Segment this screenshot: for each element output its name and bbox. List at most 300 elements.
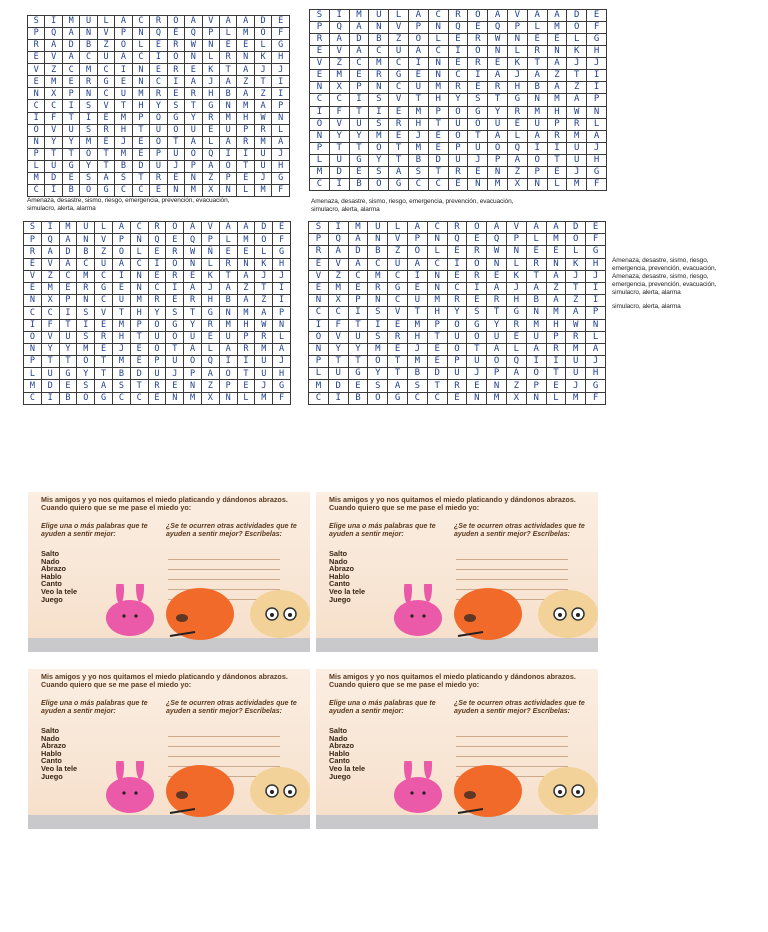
grid-cell: S [80,124,97,136]
grid-cell: T [388,356,408,368]
grid-cell: E [546,380,566,392]
grid-cell: S [77,307,95,319]
grid-cell: Ñ [201,246,219,258]
grid-row [309,343,606,355]
letter-grid [309,9,607,191]
grid-cell: A [526,222,546,234]
grid-cell: N [185,172,202,184]
grid-cell: Q [447,234,467,246]
grid-cell: H [272,52,290,64]
grid-cell: S [368,331,388,343]
cream-character [538,590,598,638]
grid-cell: R [77,282,95,294]
grid-cell: Q [184,234,202,246]
grid-cell: N [24,295,42,307]
grid-cell: S [80,172,97,184]
grid-cell: M [255,343,273,355]
grid-cell: A [272,136,290,148]
grid-cell: M [349,10,369,22]
option-word: Salto [329,549,348,558]
grid-cell: X [507,178,527,190]
grid-cell: C [368,258,388,270]
grid-cell: Z [45,64,62,76]
grid-cell: N [488,46,508,58]
grid-cell: I [526,356,546,368]
grid-cell: I [407,270,427,282]
left-question: Elige una o más palabras que te ayuden a sentir mejor: [329,523,436,539]
grid-cell: C [112,392,130,404]
grid-cell: O [447,343,467,355]
grid-cell: O [468,10,488,22]
option-word: Canto [329,756,350,766]
grid-cell: X [45,88,62,100]
grid-cell: T [219,64,236,76]
grid-cell: P [184,368,202,380]
grid-cell: M [369,58,389,70]
grid-row [28,160,290,172]
grid-cell: R [309,246,329,258]
grid-cell: U [368,222,388,234]
grid-cell: Ñ [527,178,547,190]
grid-row [24,319,291,331]
grid-cell: T [468,130,488,142]
grid-cell: O [448,106,468,118]
grid-cell: K [567,46,587,58]
grid-cell: U [328,368,348,380]
grid-cell: A [407,258,427,270]
grid-cell: P [202,28,219,40]
grid-cell: F [587,178,607,190]
grid-cell: M [546,307,566,319]
grid-cell: N [368,295,388,307]
grid-cell: T [132,172,149,184]
grid-cell: R [566,331,586,343]
grid-cell: M [24,380,42,392]
grid-cell: T [328,356,348,368]
grid-cell: U [447,368,467,380]
grid-cell: Z [546,282,566,294]
grid-row [24,270,291,282]
grid-cell: J [254,64,271,76]
option-word: Hablo [329,571,350,581]
grid-cell: P [507,22,527,34]
grid-cell: M [567,178,587,190]
grid-row [309,319,606,331]
grid-cell: M [407,319,427,331]
grid-cell: E [150,64,167,76]
grid-cell: A [185,76,202,88]
grid-cell: T [329,142,349,154]
grid-cell: D [566,222,586,234]
grid-row [310,106,607,118]
grid-cell: E [237,380,255,392]
grid-cell: U [185,124,202,136]
grid-cell: P [526,380,546,392]
right-question: ¿Se te ocurren otras actividades que te ayuden a sentir mejor? Escríbelas: [166,700,297,716]
left-question: Elige una o más palabras que te ayuden a sentir mejor: [329,700,436,716]
grid-cell: I [237,356,255,368]
grid-cell: P [448,142,468,154]
bunny-character [394,584,442,636]
grid-cell: U [389,46,409,58]
grid-row [28,112,290,124]
grid-cell: U [80,16,97,28]
grid-cell: Ñ [202,40,219,52]
grid-cell: Y [329,130,349,142]
grid-cell: P [148,356,166,368]
grid-cell: C [349,58,369,70]
grid-cell: W [185,40,202,52]
grid-cell: H [237,319,255,331]
grid-cell: O [448,130,468,142]
word-search-puzzle-4 [308,221,606,405]
grid-row [28,136,290,148]
grid-cell: O [77,392,95,404]
grid-cell: I [547,142,567,154]
grid-cell: U [369,10,389,22]
grid-row [309,295,606,307]
grid-row [24,307,291,319]
grid-cell: L [130,246,148,258]
grid-cell: K [201,270,219,282]
grid-cell: A [488,10,508,22]
grid-cell: A [219,136,236,148]
grid-cell: Y [41,343,59,355]
grid-cell: A [62,52,79,64]
grid-cell: C [388,270,408,282]
grid-cell: A [566,307,586,319]
grid-cell: R [527,46,547,58]
grid-cell: R [468,34,488,46]
grid-cell: E [59,282,77,294]
grid-cell: T [166,343,184,355]
grid-cell: H [407,331,427,343]
grid-cell: E [130,356,148,368]
grid-cell: J [586,356,606,368]
grid-cell: M [407,356,427,368]
grid-cell: S [166,307,184,319]
grid-cell: W [255,319,273,331]
grid-cell: T [408,94,428,106]
activity-card [28,492,310,652]
grid-cell: B [369,34,389,46]
grid-cell: J [586,270,606,282]
grid-cell: N [237,52,254,64]
option-word: Nado [329,733,348,743]
grid-cell: S [468,94,488,106]
grid-row [310,70,607,82]
option-word: Hablo [329,748,350,758]
grid-cell: U [219,124,236,136]
grid-cell: N [28,136,45,148]
grid-cell: O [526,368,546,380]
characters-illustration [388,761,598,821]
grid-cell: P [201,234,219,246]
grid-cell: C [97,64,114,76]
word-search-puzzle-2 [309,9,607,191]
grid-cell: G [202,100,219,112]
grid-row [28,28,290,40]
options-list [41,727,77,780]
grid-cell: R [255,331,273,343]
activity-card [28,669,310,829]
grid-cell: E [95,343,113,355]
grid-cell: U [567,154,587,166]
cream-character [250,590,310,638]
grid-cell: A [527,10,547,22]
grid-cell: A [547,82,567,94]
grid-cell: U [448,154,468,166]
grid-cell: O [80,148,97,160]
grid-cell: U [566,356,586,368]
grid-cell: U [112,295,130,307]
characters-illustration [388,584,598,644]
grid-cell: S [408,166,428,178]
grid-cell: M [237,28,254,40]
grid-row [310,142,607,154]
grid-cell: T [254,76,271,88]
grid-cell: E [28,52,45,64]
grid-cell: F [586,392,606,404]
grid-cell: E [467,380,487,392]
grid-cell: E [427,356,447,368]
grid-cell: M [368,270,388,282]
grid-cell: L [24,368,42,380]
options-list [329,550,365,603]
grid-cell: R [167,40,184,52]
grid-cell: T [97,148,114,160]
grid-cell: A [62,28,79,40]
grid-cell: Z [97,40,114,52]
grid-cell: H [408,118,428,130]
grid-cell: I [369,106,389,118]
grid-cell: E [507,118,527,130]
write-line [456,560,568,570]
grid-cell: R [388,331,408,343]
grid-cell: E [427,343,447,355]
grid-row [309,270,606,282]
grid-cell: V [389,94,409,106]
grid-cell: P [272,100,290,112]
grid-cell: T [389,154,409,166]
grid-cell: D [41,380,59,392]
grid-cell: B [59,392,77,404]
word-list-line: Amenaza, desastre, sismo, riesgo, emergencia, prevención, evacuación, [27,197,230,204]
grid-cell: P [527,166,547,178]
grid-row [24,392,291,404]
grid-cell: T [487,307,507,319]
grid-cell: A [389,166,409,178]
grid-cell: A [526,282,546,294]
option-word: Veo la tele [329,763,366,773]
grid-cell: N [310,82,330,94]
grid-cell: H [201,295,219,307]
grid-cell: E [468,82,488,94]
grid-cell: A [407,222,427,234]
grid-cell: I [468,70,488,82]
grid-cell: G [97,184,114,196]
grid-cell: A [115,52,132,64]
grid-cell: Q [488,22,508,34]
grid-cell: A [527,130,547,142]
grid-cell: E [219,40,236,52]
grid-cell: S [115,172,132,184]
grid-cell: V [388,307,408,319]
grid-cell: M [77,343,95,355]
grid-cell: Y [185,112,202,124]
grid-cell: P [112,234,130,246]
grid-cell: C [130,392,148,404]
grid-cell: T [428,118,448,130]
grid-row [309,222,606,234]
grid-cell: N [77,234,95,246]
grid-cell: L [219,234,237,246]
grid-cell: P [348,295,368,307]
grid-cell: M [488,178,508,190]
grid-cell: H [586,368,606,380]
grid-cell: R [166,270,184,282]
grid-cell: O [566,234,586,246]
grid-cell: N [488,166,508,178]
grid-cell: F [329,106,349,118]
grid-cell: I [329,178,349,190]
grid-cell: I [41,392,59,404]
grid-cell: T [527,58,547,70]
grid-cell: D [254,16,271,28]
grid-cell: Y [80,160,97,172]
grid-cell: Ñ [526,392,546,404]
grid-cell: F [273,234,291,246]
grid-cell: M [28,172,45,184]
grid-cell: E [506,331,526,343]
grid-cell: H [427,307,447,319]
grid-cell: E [388,343,408,355]
grid-cell: L [255,246,273,258]
grid-cell: R [97,124,114,136]
grid-cell: L [566,246,586,258]
grid-cell: D [328,380,348,392]
grid-cell: O [219,160,236,172]
grid-cell: L [202,52,219,64]
grid-cell: V [45,124,62,136]
grid-cell: F [328,319,348,331]
grid-cell: Q [487,234,507,246]
grid-cell: E [587,10,607,22]
grid-cell: Y [62,136,79,148]
grid-cell: U [148,368,166,380]
grid-cell: J [587,58,607,70]
grid-cell: V [329,46,349,58]
grid-row [310,118,607,130]
grid-row [28,184,290,196]
grid-cell: M [408,106,428,118]
grid-cell: M [115,148,132,160]
grid-cell: R [546,343,566,355]
grid-cell: T [348,319,368,331]
grid-cell: I [328,392,348,404]
grid-cell: M [41,282,59,294]
grid-cell: C [132,16,149,28]
grid-cell: L [219,28,236,40]
grid-cell: O [368,392,388,404]
grid-cell: E [447,270,467,282]
grid-cell: N [273,319,291,331]
grid-cell: A [112,258,130,270]
grid-cell: P [587,94,607,106]
grid-cell: N [487,380,507,392]
grid-cell: Y [148,307,166,319]
grid-cell: N [428,70,448,82]
grid-cell: A [219,343,237,355]
grid-cell: H [587,46,607,58]
grid-cell: L [388,222,408,234]
grid-cell: U [407,295,427,307]
grid-cell: M [368,343,388,355]
grid-cell: T [184,307,202,319]
grid-cell: V [389,22,409,34]
grid-cell: Z [95,246,113,258]
grid-cell: A [115,16,132,28]
grid-cell: R [448,10,468,22]
grid-cell: S [368,307,388,319]
grid-cell: I [273,282,291,294]
grid-cell: N [309,295,329,307]
grid-cell: J [507,70,527,82]
grid-cell: M [80,64,97,76]
grid-cell: U [45,160,62,172]
grid-cell: T [407,307,427,319]
grid-cell: O [255,234,273,246]
grid-cell: T [467,343,487,355]
grid-row [310,178,607,190]
grid-cell: P [427,319,447,331]
grid-cell: A [586,343,606,355]
grid-cell: V [95,307,113,319]
grid-cell: U [150,124,167,136]
grid-cell: F [272,184,290,196]
grid-cell: B [348,392,368,404]
grid-cell: A [587,130,607,142]
grid-cell: D [62,40,79,52]
letter-grid [23,221,291,405]
grid-cell: I [41,222,59,234]
grid-cell: E [201,331,219,343]
grid-row [24,331,291,343]
grid-cell: V [328,331,348,343]
grid-cell: I [467,282,487,294]
grid-cell: E [310,46,330,58]
grid-cell: I [112,270,130,282]
grid-cell: O [467,331,487,343]
grid-cell: R [219,52,236,64]
grid-cell: W [567,106,587,118]
grid-cell: N [272,112,290,124]
grid-cell: L [254,40,271,52]
grid-cell: U [349,118,369,130]
grid-cell: U [254,148,271,160]
option-word: Juego [41,771,63,781]
grid-cell: N [586,319,606,331]
grid-cell: V [309,270,329,282]
grid-cell: J [273,356,291,368]
grid-row [24,222,291,234]
grid-cell: C [309,392,329,404]
grid-cell: C [77,258,95,270]
grid-cell: R [447,295,467,307]
word-list-line: emergencia, prevención, evacuación, [612,281,717,288]
grid-cell: H [587,154,607,166]
grid-cell: G [506,307,526,319]
